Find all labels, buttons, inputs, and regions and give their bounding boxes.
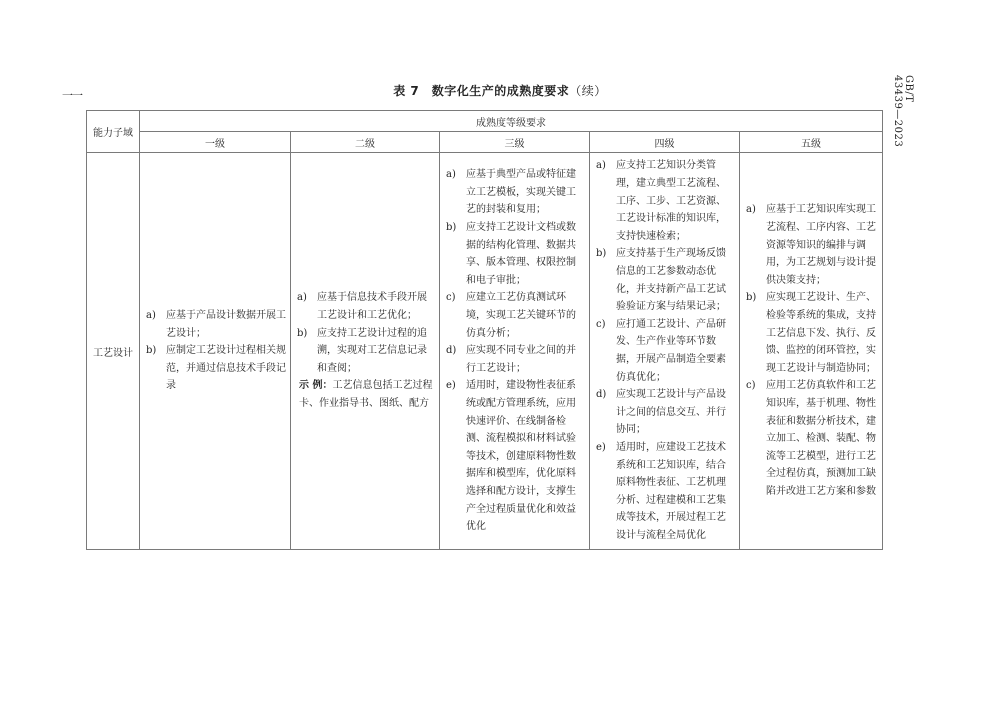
standard-code: GB/T xyxy=(903,75,914,103)
list-item xyxy=(297,325,435,378)
maturity-table xyxy=(86,110,883,550)
header-level-4: 四级 xyxy=(590,132,740,153)
item-text: 应打通工艺设计、产品研发、生产作业等环节数据，开展产品制造全要素仿真优化； xyxy=(616,318,726,383)
list-item xyxy=(746,377,878,500)
page-number: 一一 xyxy=(62,89,82,102)
standard-year-number: 43439—2023 xyxy=(892,75,903,148)
item-text: 应支持基于生产现场反馈信息的工艺参数动态优化，并支持新产品工艺试验验证方案与结果记录； xyxy=(616,248,726,313)
item-text: 应制定工艺设计过程相关规范，并通过信息技术手段记录 xyxy=(166,345,286,392)
item-marker: c) xyxy=(446,292,456,304)
list-item xyxy=(446,166,585,219)
item-marker: c) xyxy=(596,318,606,330)
item-text: 应实现不同专业之间的并行工艺设计； xyxy=(466,345,576,374)
level5-cell xyxy=(740,153,883,550)
item-text: 应基于工艺知识库实现工艺流程、工序内容、工艺资源等知识的编排与调用，为工艺规划与设计提供决策支持； xyxy=(766,204,876,286)
item-marker: b) xyxy=(146,345,157,357)
header-level-1: 一级 xyxy=(140,132,291,153)
item-text: 应实现工艺设计与产品设计之间的信息交互、并行协同； xyxy=(616,389,726,436)
list-item xyxy=(446,219,585,289)
item-text: 适用时，应建设工艺技术系统和工艺知识库，结合原料物性表征、工艺机理分析、过程建模和工艺集成等技术，开展过程工艺设计与流程全局优化 xyxy=(616,441,726,541)
list-item xyxy=(596,157,735,245)
item-text: 应建立工艺仿真测试环境，实现工艺关键环节的仿真分析； xyxy=(466,292,576,339)
list-item xyxy=(596,439,735,545)
item-text: 应实现工艺设计、生产、检验等系统的集成，支持工艺信息下发、执行、反馈、监控的闭环管控，实现工艺设计与制造协同； xyxy=(766,292,876,374)
list-item xyxy=(146,342,286,395)
level3-cell xyxy=(440,153,590,550)
item-marker: e) xyxy=(446,380,456,392)
level2-example xyxy=(297,377,435,412)
level2-cell xyxy=(291,153,440,550)
item-marker: b) xyxy=(297,327,308,339)
header-row-levels xyxy=(87,132,883,153)
item-marker: c) xyxy=(746,380,756,392)
example-label: 示 例： xyxy=(299,380,333,392)
item-marker: b) xyxy=(446,222,457,234)
item-text: 应支持工艺设计文档或数据的结构化管理、数据共享、版本管理、权限控制和电子审批； xyxy=(466,222,576,286)
list-item xyxy=(297,289,435,324)
list-item xyxy=(596,316,735,386)
level2-items xyxy=(297,289,435,377)
table-row xyxy=(87,153,883,550)
header-level-3: 三级 xyxy=(440,132,590,153)
item-marker: d) xyxy=(596,389,607,401)
capability-cell: 工艺设计 xyxy=(87,153,140,550)
level1-cell xyxy=(140,153,291,550)
list-item xyxy=(446,377,585,535)
list-item xyxy=(746,289,878,377)
item-text: 应支持工艺设计过程的追溯，实现对工艺信息记录和查阅； xyxy=(317,327,427,374)
item-marker: a) xyxy=(146,310,156,322)
list-item xyxy=(596,386,735,439)
item-marker: d) xyxy=(446,345,457,357)
list-item xyxy=(446,342,585,377)
table-title-label: 表 7 数字化生产的成熟度要求 xyxy=(393,84,570,98)
item-text: 应基于信息技术手段开展工艺设计和工艺优化； xyxy=(317,292,427,322)
header-row-main xyxy=(87,111,883,132)
level4-cell xyxy=(590,153,740,550)
item-text: 应用工艺仿真软件和工艺知识库，基于机理、物性表征和数据分析技术，建立加工、检测、装配、物流等工艺模型，进行工艺全过程仿真，预测加工缺陷并改进工艺方案和参数 xyxy=(766,380,876,497)
item-text: 适用时，建设物性表征系统或配方管理系统，应用快速评价、在线制备检测、流程模拟和材料试验等技术，创建原料物性数据库和模型库，优化原料选择和配方设计，支撑生产全过程质量优化和效益优化 xyxy=(466,380,576,533)
header-capability: 能力子域 xyxy=(87,111,140,153)
table-title xyxy=(0,82,1000,102)
item-marker: b) xyxy=(596,248,607,260)
header-level-2: 二级 xyxy=(291,132,440,153)
item-marker: a) xyxy=(596,160,606,172)
list-item xyxy=(596,245,735,315)
item-marker: a) xyxy=(297,292,307,304)
list-item xyxy=(746,201,878,289)
header-level-5: 五级 xyxy=(740,132,883,153)
item-marker: e) xyxy=(596,441,606,453)
item-marker: a) xyxy=(746,204,756,216)
list-item xyxy=(446,289,585,342)
table-title-continued: （续） xyxy=(569,84,607,98)
list-item xyxy=(146,307,286,342)
item-text: 应基于产品设计数据开展工艺设计； xyxy=(166,310,286,339)
item-marker: b) xyxy=(746,292,757,304)
item-marker: a) xyxy=(446,169,456,181)
item-text: 应支持工艺知识分类管理，建立典型工艺流程、工序、工步、工艺资源、工艺设计标准的知识库，支持快速检索； xyxy=(616,160,726,242)
header-maturity: 成熟度等级要求 xyxy=(140,111,883,132)
example-text: 工艺信息包括工艺过程卡、作业指导书、图纸、配方 xyxy=(299,380,433,409)
item-text: 应基于典型产品或特征建立工艺模板，实现关键工艺的封装和复用； xyxy=(466,169,576,216)
